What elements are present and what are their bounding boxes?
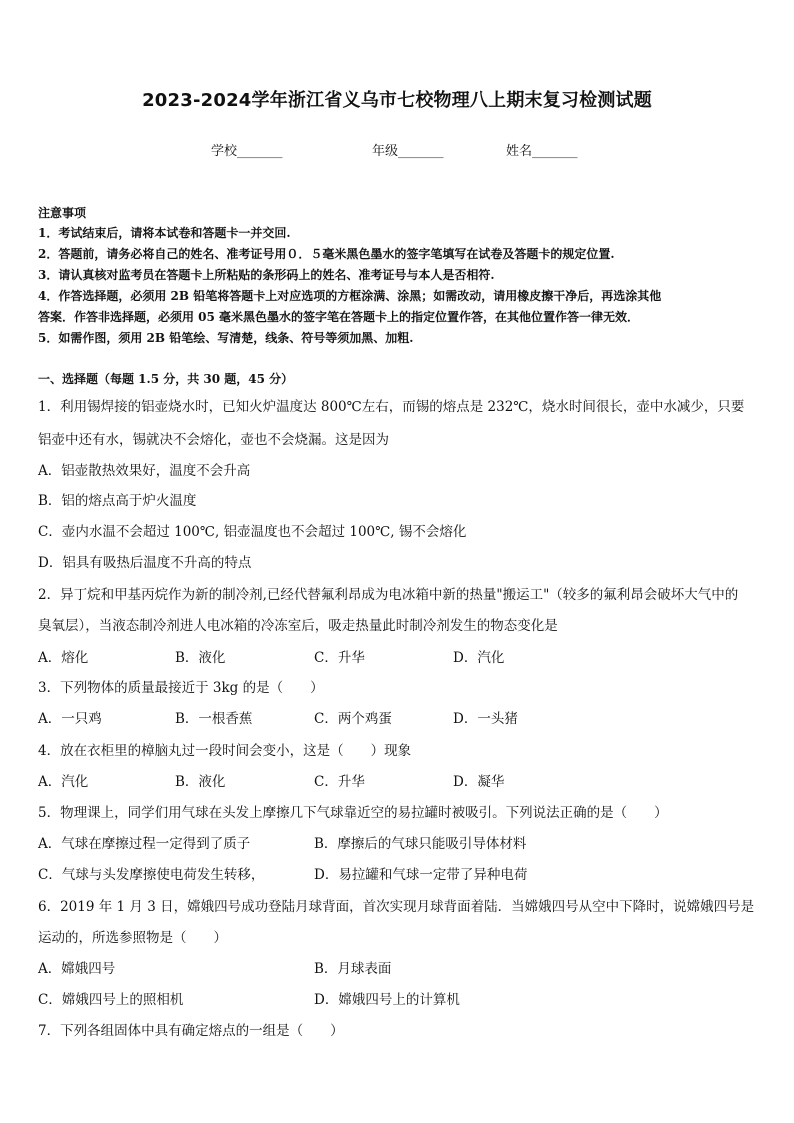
question-3-option-c: C．两个鸡蛋	[314, 711, 392, 727]
question-2-option-d: D．汽化	[453, 650, 505, 666]
notice-heading: 注意事项	[38, 206, 87, 220]
question-1-option-a: A．铝壶散热效果好，温度不会升高	[38, 463, 251, 479]
question-4-option-b: B．液化	[175, 774, 226, 790]
question-4-option-a: A．汽化	[38, 774, 89, 790]
section-heading: 一、选择题（每题 1.5 分，共 30 题，45 分）	[38, 372, 294, 386]
question-5-option-d: D．易拉罐和气球一定带了异种电荷	[314, 867, 528, 883]
notice-item: 5．如需作图，须用 2B 铅笔绘、写清楚，线条、符号等须加黑、加粗.	[38, 331, 414, 345]
question-1-option-b: B．铝的熔点高于炉火温度	[38, 493, 197, 509]
name-field: 姓名_______	[506, 144, 578, 159]
notice-item: 2．答题前，请务必将自己的姓名、准考证号用０．５毫米黑色墨水的签字笔填写在试卷及答题卡的规定位置.	[38, 247, 615, 261]
notice-item: 3．请认真核对监考员在答题卡上所粘贴的条形码上的姓名、准考证号与本人是否相符.	[38, 268, 495, 282]
question-6-option-b: B．月球表面	[314, 961, 392, 977]
question-1-text: 1．利用锡焊接的铝壶烧水时，已知火炉温度达 800℃左右，而锡的熔点是 232℃，烧水时间很长，壶中水减少，只要	[38, 399, 745, 415]
question-6-option-a: A．嫦娥四号	[38, 961, 116, 977]
page-title: 2023-2024学年浙江省义乌市七校物理八上期末复习检测试题	[142, 90, 652, 111]
question-3-option-d: D．一头猪	[453, 711, 518, 727]
question-1-option-d: D．铝具有吸热后温度不升高的特点	[38, 555, 252, 571]
question-7-text: 7．下列各组固体中具有确定熔点的一组是（ ）	[38, 1023, 344, 1039]
grade-field: 年级_______	[372, 144, 444, 159]
question-2-option-a: A．熔化	[38, 650, 89, 666]
question-2-text: 臭氧层），当液态制冷剂进人电冰箱的冷冻室后，吸走热量此时制冷剂发生的物态变化是	[38, 618, 558, 634]
notice-item: 4．作答选择题，必须用 2B 铅笔将答题卡上对应选项的方框涂满、涂黑；如需改动，请用橡皮擦干净后，再选涂其他	[38, 289, 662, 303]
question-1-option-c: C．壶内水温不会超过 100℃, 铝壶温度也不会超过 100℃, 锡不会熔化	[38, 524, 467, 540]
question-3-option-a: A．一只鸡	[38, 711, 102, 727]
question-1-text: 铝壶中还有水，锡就决不会熔化，壶也不会烧漏。这是因为	[38, 432, 389, 448]
question-4-option-c: C．升华	[314, 774, 365, 790]
question-6-option-d: D．嫦娥四号上的计算机	[314, 992, 460, 1008]
question-2-option-b: B．液化	[175, 650, 226, 666]
question-2-option-c: C．升华	[314, 650, 365, 666]
notice-item: 答案．作答非选择题，必须用 05 毫米黑色墨水的签字笔在答题卡上的指定位置作答，在其他位置作答一律无效．	[38, 310, 640, 324]
question-6-option-c: C．嫦娥四号上的照相机	[38, 992, 184, 1008]
question-5-option-a: A．气球在摩擦过程一定得到了质子	[38, 836, 251, 852]
question-5-option-b: B．摩擦后的气球只能吸引导体材料	[314, 836, 527, 852]
question-6-text: 6．2019 年 1 月 3 日，嫦娥四号成功登陆月球背面，首次实现月球背面着陆．当嫦娥四号从空中下降时，说嫦娥四号是	[38, 899, 755, 915]
question-5-text: 5．物理课上，同学们用气球在头发上摩擦几下气球靠近空的易拉罐时被吸引。下列说法正确的是（ ）	[38, 805, 668, 821]
school-field: 学校_______	[211, 144, 283, 159]
question-2-text: 2．异丁烷和甲基丙烷作为新的制冷剂,已经代替氟利昂成为电冰箱中新的热量"搬运工"（较多的氟利昂会破坏大气中的	[38, 587, 739, 603]
question-4-text: 4．放在衣柜里的樟脑丸过一段时间会变小，这是（ ）现象	[38, 743, 412, 759]
question-6-text: 运动的，所选参照物是（ ）	[38, 930, 227, 946]
question-4-option-d: D．凝华	[453, 774, 505, 790]
question-3-text: 3．下列物体的质量最接近于 3kg 的是（ ）	[38, 680, 324, 696]
question-3-option-b: B．一根香蕉	[175, 711, 253, 727]
notice-item: 1．考试结束后，请将本试卷和答题卡一并交回.	[38, 226, 291, 240]
question-5-option-c: C．气球与头发摩擦使电荷发生转移，	[38, 867, 265, 883]
